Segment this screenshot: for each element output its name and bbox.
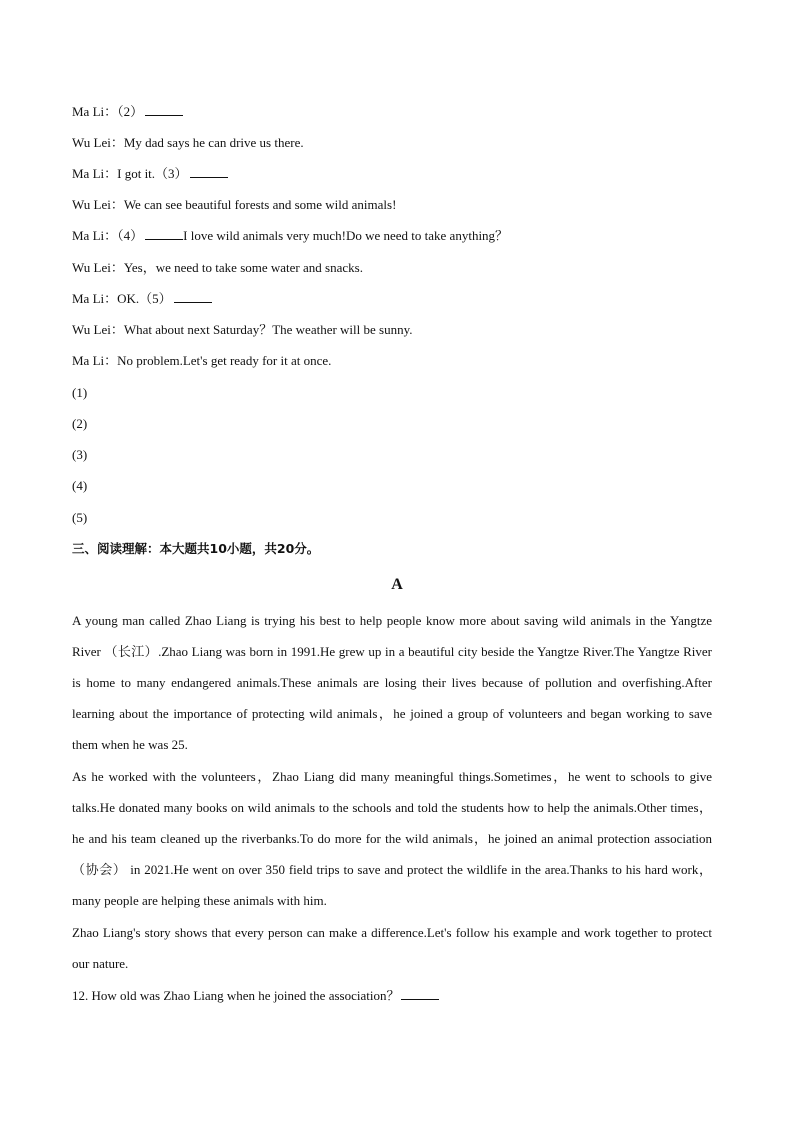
dialogue-text: Ma Li：No problem.Let's get ready for it at once.	[72, 353, 332, 368]
dialogue-line	[72, 197, 396, 213]
answer-blank[interactable]	[401, 988, 439, 1000]
passage-paragraph-2: As he worked with the volunteers，Zhao Liang did many meaningful things.Sometimes，he went to schools to give talks.He donated many books on wild animals to the schools and told the students how to help the animals.Other times，he and his team cleaned up the riverbanks.To do more for the wild animals，he joined an animal protection association （协会） in 2021.He went on over 350 field trips to save and protect the wildlife in the area.Thanks to his hard work，many people are helping these animals with him.	[72, 769, 712, 908]
answer-line-4[interactable]: (4)	[72, 478, 88, 493]
passage-heading: A	[391, 576, 403, 593]
answer-blank[interactable]	[145, 228, 183, 240]
dialogue-text: Wu Lei：Yes，we need to take some water and snacks.	[72, 260, 363, 275]
answer-blank[interactable]	[190, 166, 228, 178]
answer-line-2[interactable]: (2)	[72, 416, 88, 431]
answer-blank[interactable]	[174, 291, 212, 303]
section-title: 三、阅读理解：本大题共10小题，共20分。	[72, 541, 320, 556]
dialogue-line	[72, 353, 331, 369]
dialogue-line	[72, 260, 363, 276]
dialogue-line	[72, 166, 228, 182]
dialogue-line	[72, 135, 304, 151]
dialogue-line	[72, 322, 413, 338]
dialogue-text: Ma Li：I got it.（3）	[72, 166, 188, 181]
answer-line-5[interactable]: (5)	[72, 510, 88, 525]
passage-paragraph-1: A young man called Zhao Liang is trying his best to help people know more about saving wild animals in the Yangtze River （长江）.Zhao Liang was born in 1991.He grew up in a beautiful city beside the Yangtze River.The Yangtze River is home to many endangered animals.These animals are losing their lives because of pollution and overfishing.After learning about the importance of protecting wild animals，he joined a group of volunteers and began working to save them when he was 25.	[72, 613, 712, 752]
answer-line-3[interactable]: (3)	[72, 447, 88, 462]
dialogue-text: Wu Lei：We can see beautiful forests and some wild animals!	[72, 197, 397, 212]
question-12	[72, 988, 439, 1004]
dialogue-text: Ma Li：（2）	[72, 104, 144, 119]
dialogue-line	[72, 228, 508, 244]
dialogue-text: Ma Li：OK.（5）	[72, 291, 172, 306]
question-text: 12. How old was Zhao Liang when he joined the association？	[72, 988, 400, 1003]
dialogue-text-after: I love wild animals very much!Do we need to take anything？	[183, 228, 509, 243]
dialogue-text: Wu Lei：What about next Saturday？The weather will be sunny.	[72, 322, 413, 337]
answer-blank[interactable]	[145, 104, 183, 116]
answer-line-1[interactable]: (1)	[72, 385, 88, 400]
dialogue-line	[72, 104, 183, 120]
dialogue-line	[72, 291, 212, 307]
passage-paragraph-3: Zhao Liang's story shows that every person can make a difference.Let's follow his example and work together to protect our nature.	[72, 925, 712, 971]
dialogue-text: Ma Li：（4）	[72, 228, 144, 243]
dialogue-text: Wu Lei：My dad says he can drive us there.	[72, 135, 304, 150]
